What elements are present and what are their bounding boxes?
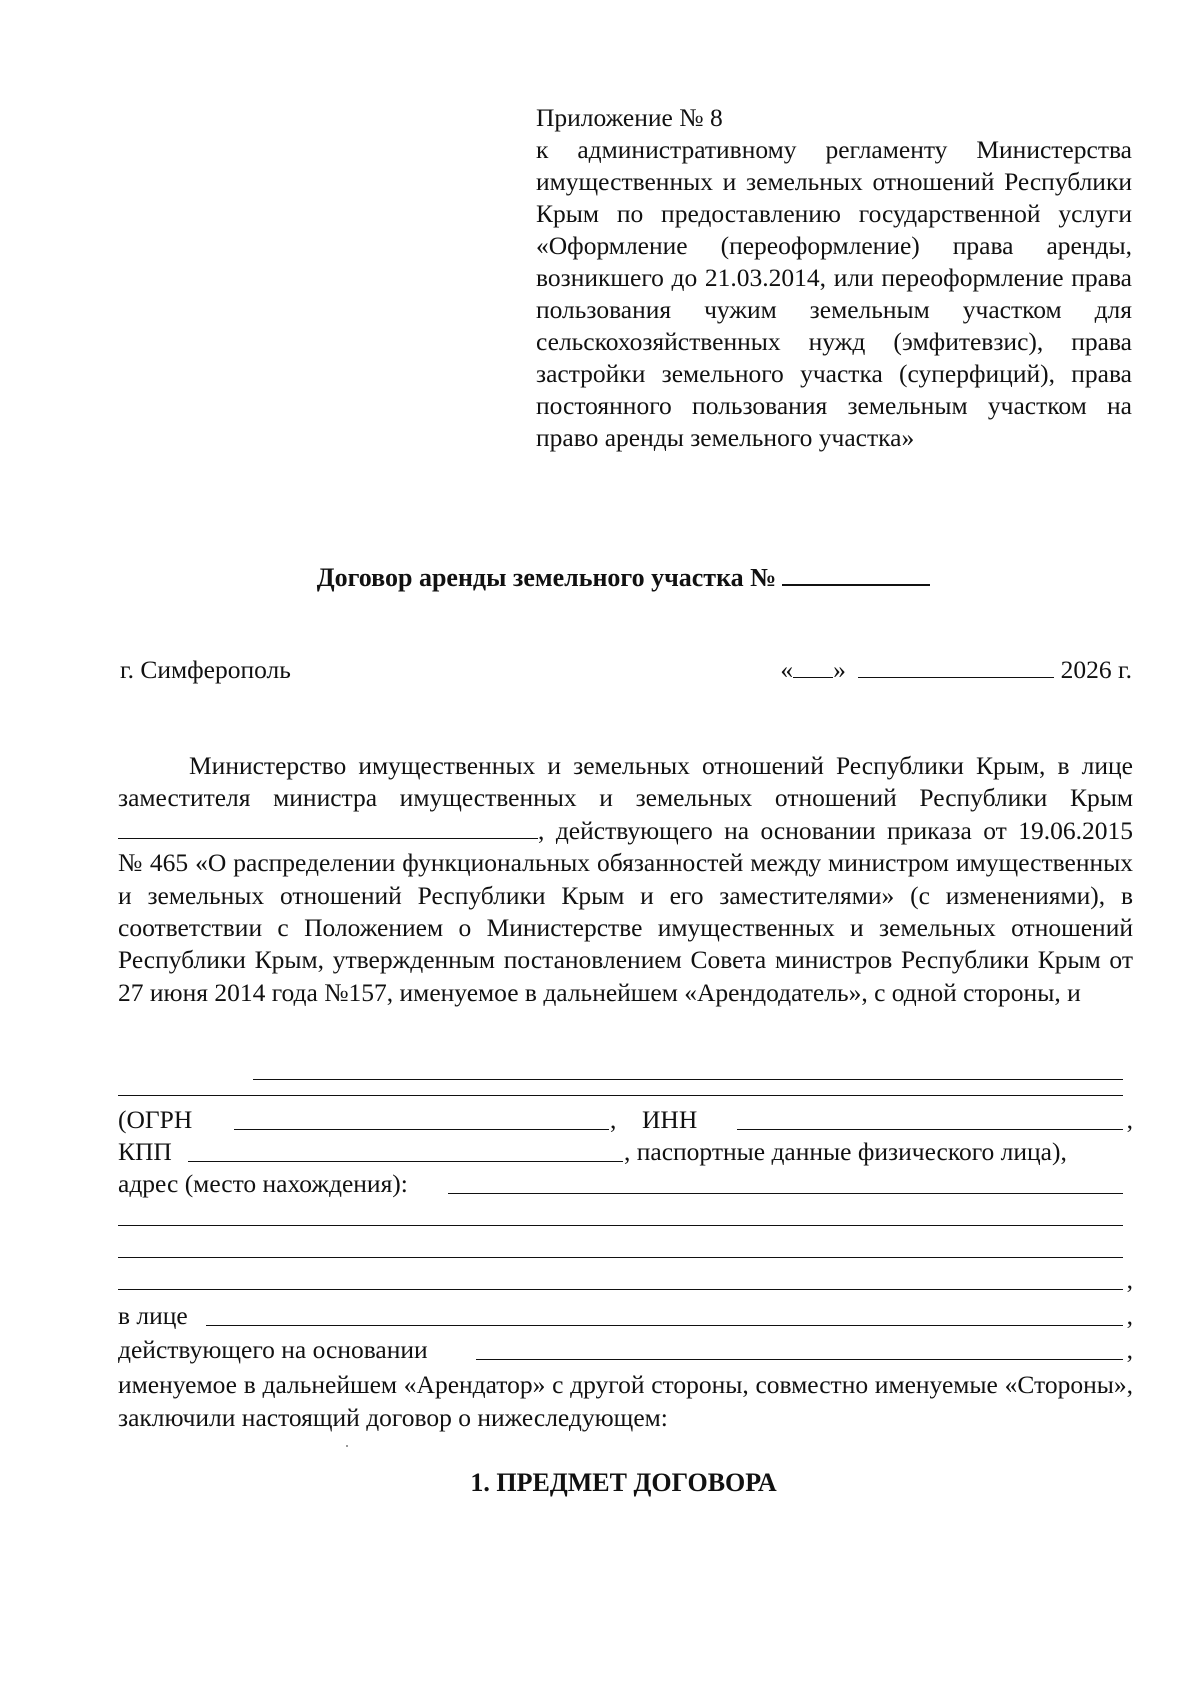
- person-row: [118, 1300, 1133, 1332]
- address-blank-4: [118, 1289, 1123, 1290]
- address-blank-3: [118, 1257, 1123, 1258]
- lessor-paragraph-part1: Министерство имущественных и земельных отношений Республики Крым, в лице заместителя министра имущественных и земельных отношений Республики Крым: [118, 751, 1133, 813]
- contract-title-text: Договор аренды земельного участка №: [316, 563, 777, 592]
- basis-label: действующего на основании: [118, 1335, 428, 1364]
- ogrn-inn-row: [118, 1104, 1133, 1136]
- date-year: 2026 г.: [1060, 655, 1132, 684]
- inn-label: ИНН: [642, 1105, 698, 1134]
- ogrn-blank: [234, 1129, 609, 1130]
- kpp-label: КПП: [118, 1137, 172, 1166]
- address-row-3: [118, 1232, 1133, 1264]
- address-row: [118, 1168, 1133, 1200]
- lessor-paragraph: [118, 750, 1133, 1009]
- day-blank: [793, 655, 833, 678]
- date-close-quote: »: [833, 655, 846, 684]
- basis-comma: ,: [1126, 1335, 1133, 1364]
- address-blank-1: [448, 1193, 1123, 1194]
- kpp-row: [118, 1136, 1133, 1168]
- appendix-title: Приложение № 8: [536, 103, 723, 132]
- contract-title: [0, 562, 1200, 594]
- inn-blank: [737, 1129, 1123, 1130]
- person-label: в лице: [118, 1301, 188, 1330]
- section-title: 1. ПРЕДМЕТ ДОГОВОРА: [470, 1468, 777, 1497]
- address-label: адрес (место нахождения):: [118, 1169, 408, 1198]
- contract-date: [780, 654, 1132, 686]
- person-blank: [206, 1325, 1123, 1326]
- person-comma: ,: [1126, 1301, 1133, 1330]
- passport-label: , паспортные данные физического лица),: [624, 1137, 1067, 1166]
- inn-comma: ,: [1126, 1105, 1133, 1134]
- month-blank: [858, 655, 1054, 678]
- contract-number-blank: [782, 564, 930, 586]
- tenant-name-row-2: [118, 1070, 1133, 1102]
- scan-speck: [346, 1445, 348, 1447]
- ogrn-label: (ОГРН: [118, 1105, 193, 1134]
- appendix-body: к административному регламенту Министерства имущественных и земельных отношений Республики Крым по предоставлению государственной услуги «Оформление (переоформление) права аренды, возникшего до 21.03.2014, или переоформление права пользования чужим земельным участком для сельскохозяйственных нужд (эмфитевзис), права застройки земельного участка (суперфиций), права постоянного пользования земельным участком на право аренды земельного участка»: [536, 135, 1132, 452]
- deputy-name-blank: [118, 816, 538, 839]
- tenant-name-blank-2: [118, 1095, 1123, 1096]
- address-row-4: [118, 1264, 1133, 1296]
- address-comma: ,: [1126, 1265, 1133, 1294]
- basis-blank: [476, 1359, 1123, 1360]
- ogrn-comma: ,: [610, 1105, 617, 1134]
- address-row-2: [118, 1200, 1133, 1232]
- closing-paragraph: именуемое в дальнейшем «Арендатор» с другой стороны, совместно именуемые «Стороны», заключили настоящий договор о нижеследующем:: [118, 1370, 1133, 1432]
- city: г. Симферополь: [120, 655, 291, 684]
- lessor-paragraph-part2: , действующего на основании приказа от 19.06.2015 № 465 «О распределении функциональных обязанностей между министром имущественных и земельных отношений Республики Крым и его заместителями» (с изменениями), в соответствии с Положением о Министерстве имущественных и земельных отношений Республики Крым, утвержденным постановлением Совета министров Республики Крым от 27 июня 2014 года №157, именуемое в дальнейшем «Арендодатель», с одной стороны, и: [118, 815, 1133, 1007]
- date-open-quote: «: [780, 655, 794, 684]
- address-blank-2: [118, 1225, 1123, 1226]
- basis-row: [118, 1334, 1133, 1366]
- appendix-block: [536, 102, 1132, 454]
- kpp-blank: [188, 1161, 623, 1162]
